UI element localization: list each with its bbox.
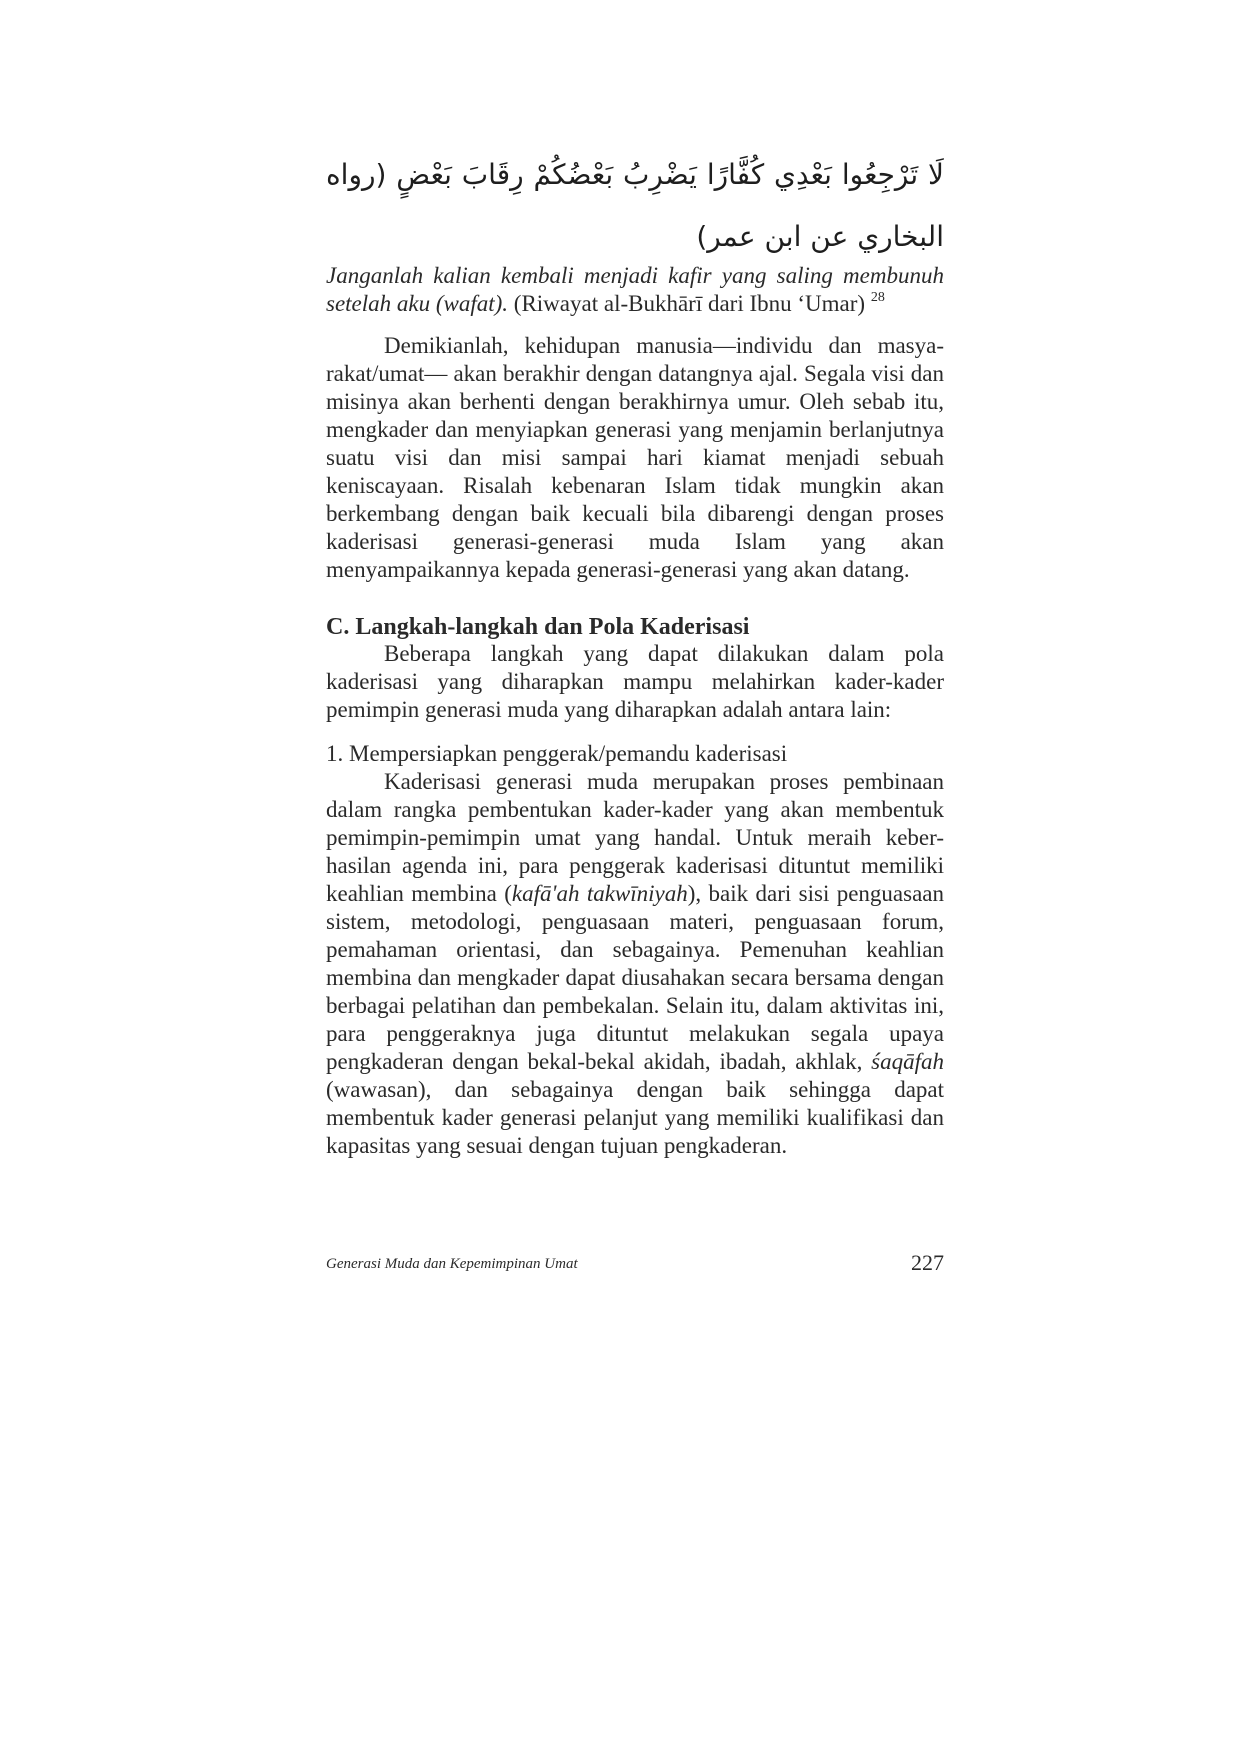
hadith-source: (Riwayat al-Bukhārī dari Ibnu ‘Umar) — [508, 291, 871, 316]
hadith-translation — [326, 262, 944, 318]
running-footer-title: Generasi Muda dan Kepemimpinan Umat — [326, 1256, 578, 1272]
hadith-arabic-text: لَا تَرْجِعُوا بَعْدِي كُفَّارًا يَضْرِبُ بَعْضُكُمْ رِقَابَ بَعْضٍ (رواه البخاري عن ابن عمر) — [326, 158, 944, 253]
section-body-paragraph: Kaderisasi generasi muda merupakan proses pembinaan dalam rangka pembentukan kader-kader yang akan membentuk pemimpin-pemimpin umat yang handal. Untuk meraih keber-hasilan agenda ini, para penggerak kaderisasi dituntut memiliki keahlian membina (kafā'ah takwīniyah), baik dari sisi penguasaan sistem, metodologi, penguasaan materi, penguasaan forum, pemahaman orientasi, dan sebagainya. Pemenuhan keahlian membina dan mengkader dapat diusahakan secara bersama dengan berbagai pelatihan dan pembekalan. Selain itu, dalam aktivitas ini, para penggeraknya juga dituntut melakukan segala upaya pengkaderan dengan bekal-bekal akidah, ibadah, akhlak, śaqāfah (wawasan), dan sebagainya dengan baik sehingga dapat membentuk kader generasi pelanjut yang memiliki kualifikasi dan kapasitas yang sesuai dengan tujuan pengkaderan. — [326, 769, 944, 1158]
page-number: 227 — [911, 1250, 944, 1275]
section-intro-paragraph: Beberapa langkah yang dapat dilakukan dalam pola kaderisasi yang diharapkan mampu melahirkan kader-kader pemimpin generasi muda yang diharapkan adalah antara lain: — [326, 641, 944, 722]
term-kafaah-takwiniyah: kafā'ah takwīniyah — [511, 881, 688, 906]
footnote-reference: 28 — [870, 290, 885, 305]
hadith-translation-italic: Janganlah kalian kembali menjadi kafir yang saling membunuh setelah aku (wafat). — [326, 263, 944, 316]
term-saqafah: śaqāfah — [871, 1049, 944, 1074]
list-item-heading: 1. Mempersiapkan penggerak/pemandu kaderisasi — [326, 741, 788, 766]
paragraph-kaderisasi-necessity: Demikianlah, kehidupan manusia—individu dan masya-rakat/umat— akan berakhir dengan datangnya ajal. Segala visi dan misinya akan berhenti dengan berakhirnya umur. Oleh sebab itu, mengkader dan menyiapkan generasi yang menjamin berlanjutnya suatu visi dan misi sampai hari kiamat menjadi sebuah keniscayaan. Risalah kebenaran Islam tidak mungkin akan berkembang dengan baik kecuali bila dibarengi dengan proses kaderisasi generasi-generasi muda Islam yang akan menyampaikannya kepada generasi-generasi yang akan datang. — [326, 333, 944, 582]
section-heading: C. Langkah-langkah dan Pola Kaderisasi — [326, 614, 750, 640]
